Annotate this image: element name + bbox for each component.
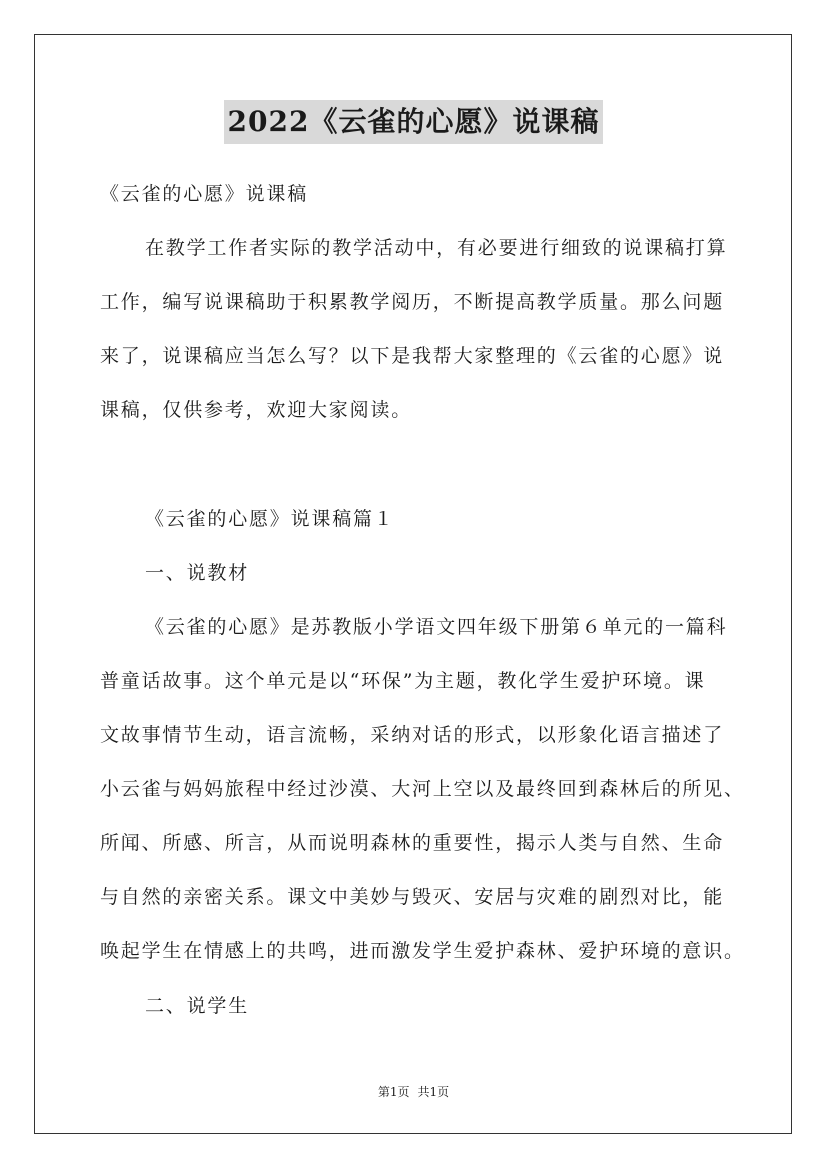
intro-line-3[interactable]: 来了，说课稿应当怎么写？以下是我帮大家整理的《云雀的心愿》说 — [100, 345, 725, 367]
body-line-2[interactable]: 普童话故事。这个单元是以“环保”为主题，教化学生爱护环境。课 — [100, 670, 706, 692]
document-subtitle[interactable]: 《云雀的心愿》说课稿 — [100, 183, 309, 205]
page-number: 第1页 — [377, 1085, 410, 1099]
title-container — [0, 100, 827, 144]
intro-line-1[interactable]: 在教学工作者实际的教学活动中，有必要进行细致的说课稿打算 — [145, 237, 728, 259]
intro-line-4[interactable]: 课稿，仅供参考，欢迎大家阅读。 — [100, 399, 413, 421]
intro-line-2[interactable]: 工作，编写说课稿助于积累教学阅历，不断提高教学质量。那么问题 — [100, 291, 725, 313]
body-line-7[interactable]: 唤起学生在情感上的共鸣，进而激发学生爱护森林、爱护环境的意识。 — [100, 940, 745, 962]
heading-teaching-material[interactable]: 一、说教材 — [145, 562, 250, 584]
section-title[interactable]: 《云雀的心愿》说课稿篇１ — [145, 508, 395, 530]
document-title[interactable]: 2022《云雀的心愿》说课稿 — [224, 100, 604, 144]
page-footer — [0, 1084, 827, 1100]
page-total: 共1页 — [417, 1085, 450, 1099]
body-line-6[interactable]: 与自然的亲密关系。课文中美妙与毁灭、安居与灾难的剧烈对比，能 — [100, 886, 725, 908]
heading-students[interactable]: 二、说学生 — [145, 995, 250, 1017]
body-line-4[interactable]: 小云雀与妈妈旅程中经过沙漠、大河上空以及最终回到森林后的所见、 — [100, 778, 745, 800]
body-line-1[interactable]: 《云雀的心愿》是苏教版小学语文四年级下册第６单元的一篇科 — [145, 616, 728, 638]
body-line-3[interactable]: 文故事情节生动，语言流畅，采纳对话的形式，以形象化语言描述了 — [100, 724, 725, 746]
body-line-5[interactable]: 所闻、所感、所言，从而说明森林的重要性，揭示人类与自然、生命 — [100, 832, 725, 854]
